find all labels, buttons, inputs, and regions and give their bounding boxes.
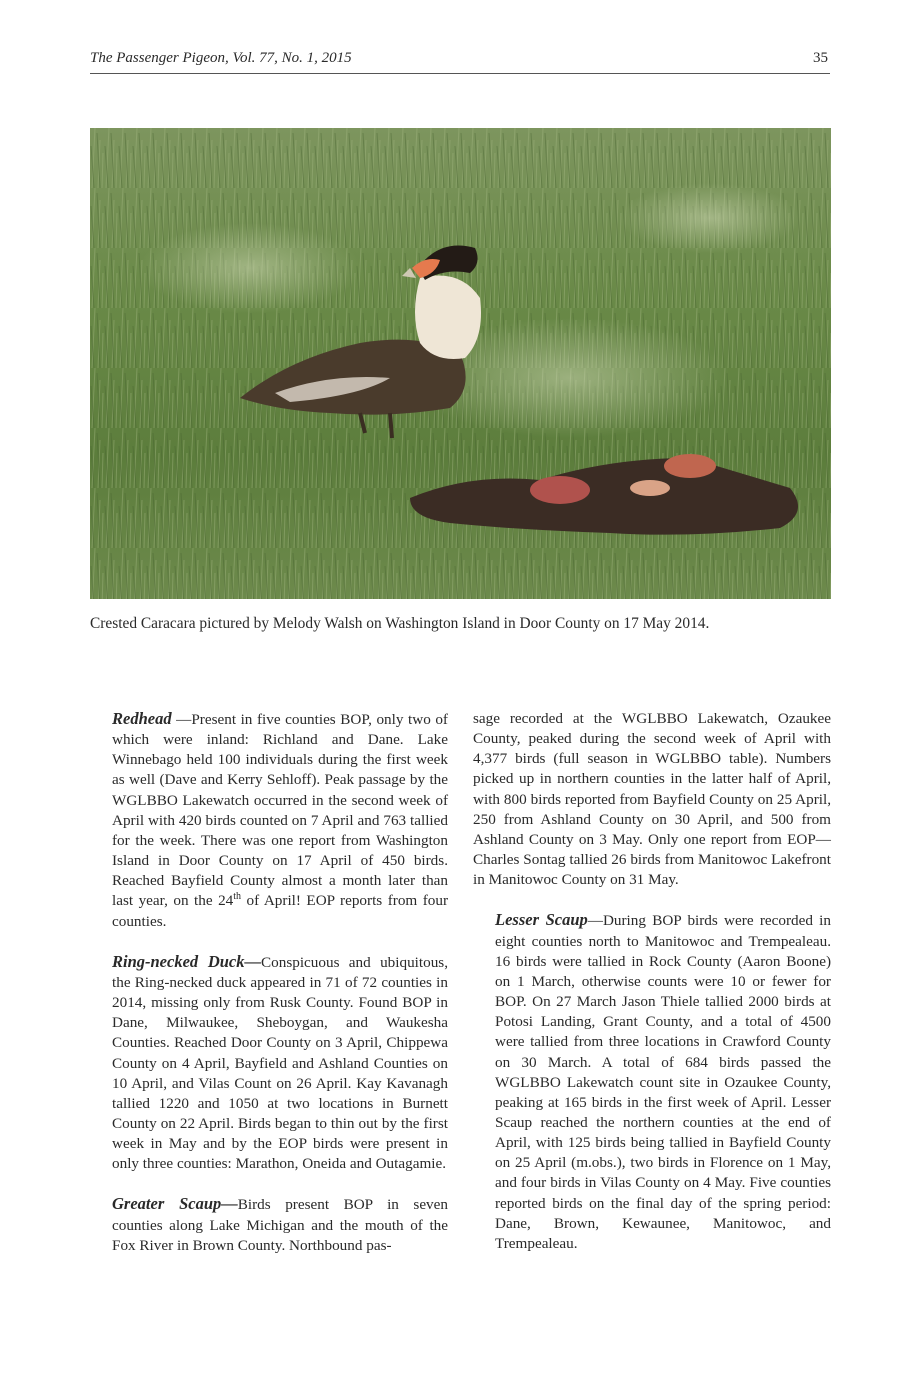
species-heading-ring-necked: Ring-necked Duck— — [112, 951, 261, 971]
redhead-paragraph: Redhead —Present in five counties BOP, only two of which were inland: Richland and Dane. Lake Winnebago held 100 individuals during the first week as well (Dave and Kerry Sehloff). Peak passage by the WGLBBO Lakewatch occurred in the second week of April with 420 birds counted on 7 April and 763 tallied for the week. There was one report from Washington Island in Door County on 17 April of 450 birds. Reached Bayfield County almost a month later than last year, on the 24th of April! EOP reports from four counties. — [112, 709, 449, 930]
species-heading-lesser-scaup: Lesser Scaup — [495, 910, 588, 930]
left-column — [90, 709, 448, 1256]
journal-title: The Passenger Pigeon, Vol. 77, No. 1, 2015 — [90, 50, 352, 66]
right-column — [473, 709, 831, 1254]
species-heading-greater-scaup: Greater Scaup— — [112, 1194, 238, 1214]
lesser-scaup-paragraph: Lesser Scaup—During BOP birds were recorded in eight counties north to Manitowoc and Trempealeau. 16 birds were tallied in Rock County (Aaron Boone) on 1 March, otherwise counts were 10 or fewer for BOP. On 27 March Jason Thiele tallied 2000 birds at Potosi Landing, Grant County, and a total of 4500 were tallied from three locations in Crawford County on 30 March. A total of 684 birds passed the WGLBBO Lakewatch count site in Ozaukee County, peaking at 165 birds in the first week of April. Lesser Scaup reached the northern counties at the end of April, with 125 birds being tallied in Bayfield County on 25 April (m.obs.), two birds in Florence on 1 May, and four birds in Vilas County on 4 May. Five counties reported birds on the final day of the spring period: Dane, Brown, Kewaunee, Manitowoc, and Trempealeau. — [495, 910, 831, 1252]
caracara-photo — [90, 128, 831, 599]
greater-scaup-continued: sage recorded at the WGLBBO Lakewatch, Ozaukee County, peaked during the second week of April with 4,377 birds (full season in WGLBBO table). Numbers picked up in northern counties in the latter half of April, with 800 birds reported from Bayfield County on 25 April, 250 from Ashland County on 30 April, and 500 from Ashland County on 3 May. Only one report from EOP—Charles Sontag tallied 26 birds from Manitowoc Lakefront in Manitowoc County on 31 May. — [473, 710, 831, 889]
header-rule — [90, 73, 830, 74]
photo-caption: Crested Caracara pictured by Melody Walsh on Washington Island in Door County on 17 May 2014. — [90, 615, 710, 632]
page-number: 35 — [813, 50, 828, 66]
running-header — [90, 50, 830, 70]
species-heading-redhead: Redhead — [112, 709, 172, 728]
greater-scaup-paragraph: Greater Scaup—Birds present BOP in seven counties along Lake Michigan and the mouth of the Fox River in Brown County. Northbound pas- — [112, 1194, 448, 1254]
ring-necked-paragraph: Ring-necked Duck—Conspicuous and ubiquitous, the Ring-necked duck appeared in 71 of 72 counties in 2014, missing only from Rusk County. Found BOP in Dane, Milwaukee, Sheboygan, and Waukesha Counties. Reached Door County on 3 April, Chippewa County on 4 April, Bayfield and Ashland Counties on 10 April, and Vilas Count on 26 April. Kay Kavanagh tallied 1220 and 1050 at two locations in Burnett County on 22 April. Birds began to thin out by the first week in May and by the EOP birds were present in only three counties: Marathon, Oneida and Outagamie. — [112, 951, 448, 1173]
